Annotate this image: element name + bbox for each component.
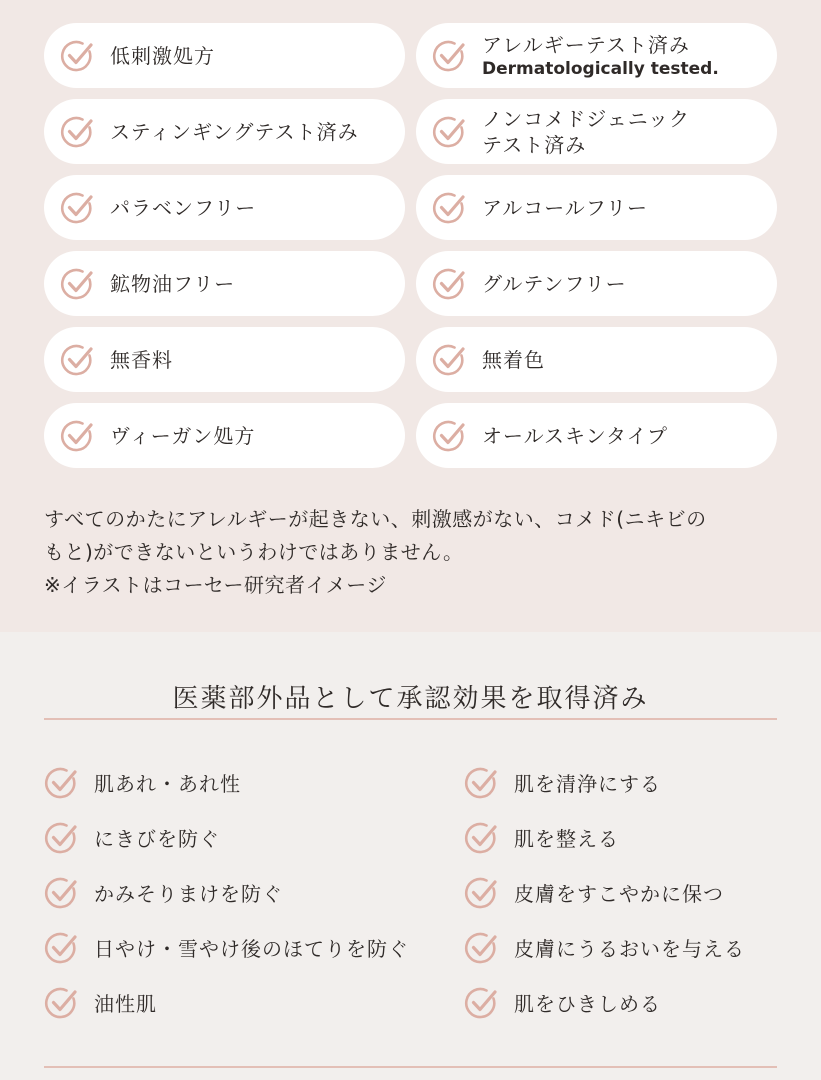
divider: [44, 718, 777, 720]
check-circle-icon: [464, 931, 498, 965]
check-circle-icon: [432, 191, 466, 225]
check-circle-icon: [432, 267, 466, 301]
feature-sublabel: Dermatologically tested.: [482, 58, 719, 79]
section-title: 医薬部外品として承認効果を取得済み: [172, 684, 649, 714]
effect-item: [464, 810, 777, 865]
check-circle-icon: [44, 766, 78, 800]
effect-label: 皮膚をすこやかに保つ: [514, 882, 724, 906]
check-circle-icon: [432, 39, 466, 73]
disclaimer: [44, 503, 784, 602]
effect-label: 肌あれ・あれ性: [94, 772, 241, 796]
effect-label: 日やけ・雪やけ後のほてりを防ぐ: [94, 937, 409, 961]
check-circle-icon: [464, 986, 498, 1020]
feature-label: アレルギーテスト済み: [482, 32, 690, 57]
effect-item: [44, 810, 464, 865]
check-circle-icon: [60, 267, 94, 301]
feature-label: 鉱物油フリー: [110, 271, 236, 296]
effect-item: [44, 755, 464, 810]
check-circle-icon: [60, 343, 94, 377]
effect-item: [464, 975, 777, 1030]
feature-label: スティンギングテスト済み: [110, 119, 359, 144]
check-circle-icon: [44, 821, 78, 855]
effect-item: [464, 865, 777, 920]
effect-label: 皮膚にうるおいを与える: [514, 937, 745, 961]
effect-item: [44, 920, 464, 975]
check-circle-icon: [60, 419, 94, 453]
effect-label: 肌を整える: [514, 827, 619, 851]
check-circle-icon: [60, 115, 94, 149]
check-circle-icon: [464, 766, 498, 800]
check-circle-icon: [432, 343, 466, 377]
feature-pill: [44, 327, 405, 392]
feature-label: 無香料: [110, 347, 173, 372]
feature-pill: [416, 251, 777, 316]
feature-pill: [416, 175, 777, 240]
feature-pill: [44, 99, 405, 164]
divider: [44, 1066, 777, 1068]
feature-pill: [44, 23, 405, 88]
feature-label: オールスキンタイプ: [482, 423, 668, 448]
check-circle-icon: [44, 986, 78, 1020]
feature-label: ヴィーガン処方: [110, 423, 256, 448]
effects-list: [44, 755, 777, 1030]
feature-label: ノンコメドジェニック: [482, 106, 690, 131]
feature-pill: [44, 175, 405, 240]
feature-label: アルコールフリー: [482, 195, 648, 220]
feature-pill: [44, 251, 405, 316]
feature-label: グルテンフリー: [482, 271, 627, 296]
effect-label: 肌を清浄にする: [514, 772, 661, 796]
effect-label: 油性肌: [94, 992, 157, 1016]
check-circle-icon: [464, 876, 498, 910]
effect-item: [44, 865, 464, 920]
feature-pill: [416, 99, 777, 164]
check-circle-icon: [464, 821, 498, 855]
feature-label-line2: テスト済み: [482, 132, 587, 157]
check-circle-icon: [432, 419, 466, 453]
feature-pill: [416, 23, 777, 88]
check-circle-icon: [44, 931, 78, 965]
feature-grid: [44, 23, 777, 468]
feature-label: 低刺激処方: [110, 43, 215, 68]
disclaimer-line: すべてのかたにアレルギーが起きない、刺激感がない、コメド(ニキビの: [44, 507, 707, 531]
effect-label: かみそりまけを防ぐ: [94, 882, 283, 906]
check-circle-icon: [432, 115, 466, 149]
check-circle-icon: [44, 876, 78, 910]
illustration-note: ※イラストはコーセー研究者イメージ: [44, 573, 387, 597]
feature-label: パラベンフリー: [110, 195, 257, 220]
effect-item: [44, 975, 464, 1030]
effect-item: [464, 755, 777, 810]
feature-pill: [416, 403, 777, 468]
check-circle-icon: [60, 39, 94, 73]
effect-label: にきびを防ぐ: [94, 827, 220, 851]
check-circle-icon: [60, 191, 94, 225]
feature-label: 無着色: [482, 347, 545, 372]
effect-label: 肌をひきしめる: [514, 992, 661, 1016]
effect-item: [464, 920, 777, 975]
disclaimer-line: もと)ができないというわけではありません。: [44, 540, 464, 564]
feature-pill: [416, 327, 777, 392]
feature-pill: [44, 403, 405, 468]
